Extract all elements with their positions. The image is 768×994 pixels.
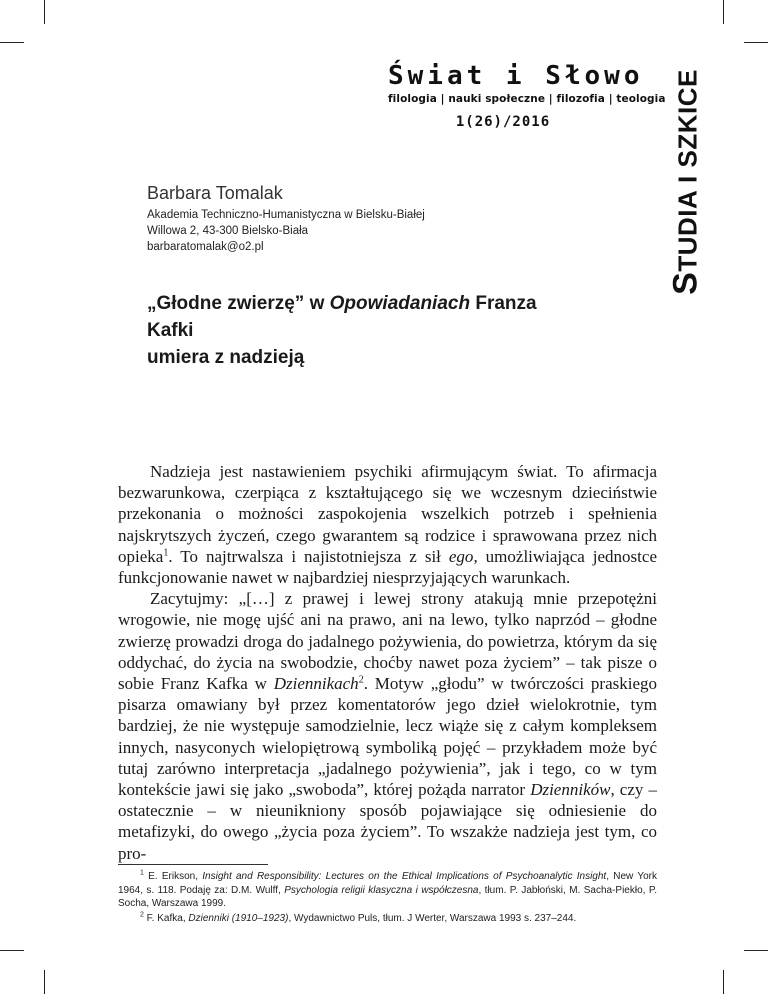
p2-text-b: . Motyw „głodu” w twórczości praskiego pisarza omawiany był przez komentatorów jego dzieł wielokrotnie, tym bardziej, że nie występuje samodzielnie, lecz wiąże się z całym kompleksem innych, nasyconych wielopiętrową symboliką pojęć – przykładem może być tutaj zarówno interpretacja „jadalnego pożywienia”, jak i tego, co w tym kontekście jawi się jako „swoboda”, której pożąda narrator	[118, 674, 657, 800]
journal-issue: 1(26)/2016	[455, 114, 551, 130]
footnote-2	[118, 912, 657, 926]
crop-mark-top-right-v	[723, 0, 724, 24]
p2-dzienniki: Dziennikach	[273, 674, 359, 694]
p2-text-a: Zacytujmy: „[…] z prawej i lewej strony atakują mnie przepotężni wrogowie, nie mogę ujść ani na prawo, ani na lewo, tylko naprzód – głodne zwierzę prowadzi droga do jadalnego pożywienia, do powietrza, którym da się oddychać, do życia na swobodzie, choćby nawet poza życiem” – tak pisze o sobie Franz Kafka w	[118, 589, 657, 694]
paragraph-2	[118, 588, 657, 864]
section-label-initial: S	[666, 271, 705, 295]
fn1-text-c: , tłum. P. Jabłoński, M. Sacha-Piekło, P. Socha, Warszawa 1999.	[118, 884, 657, 909]
section-label	[666, 62, 706, 302]
p1-text-c: , umożliwiająca jednostce funkcjonowanie nawet w najbardziej niesprzyjających warunkach.	[118, 546, 657, 588]
p1-text-b: . To najtrwalsza i najistotniejsza z sił	[168, 546, 449, 566]
fn1-title: Insight and Responsibility: Lectures on the Ethical Implications of Psychoanalytic Insight	[202, 871, 607, 882]
p2-text-c: , czy – ostatecznie – w nieunikniony sposób pojawiające się odniesienie do metafizyki, do owego „życia poza życiem”. To wszakże nadzieja jest tym, co pro-	[118, 780, 657, 863]
footnotes	[118, 870, 657, 926]
author-email[interactable]: barbaratomalak@o2.pl	[147, 241, 264, 253]
article-title-line2: umiera z nadzieją	[147, 347, 305, 368]
fn2-text-b: , Wydawnictwo Puls, tłum. J Werter, Warszawa 1993 s. 237–244.	[288, 912, 577, 924]
crop-mark-bottom-left-v	[44, 970, 45, 994]
p2-dziennikow: Dzienników	[530, 780, 611, 800]
crop-mark-bottom-left-h	[0, 950, 24, 951]
footnote-2-number: 2	[140, 911, 144, 919]
section-label-rest: TUDIA I SZKICE	[672, 69, 703, 272]
fn2-text-a: F. Kafka,	[143, 912, 189, 924]
journal-title: Świat i Słowo	[388, 61, 644, 91]
fn1-text-b: , New York 1964, s. 118. Podaję za: D.M. Wulff,	[118, 871, 657, 896]
footnote-ref-2[interactable]: 2	[358, 674, 364, 686]
fn1-title2: Psychologia religii klasyczna i współczesna	[284, 884, 479, 896]
article-title-part1: „Głodne zwierzę” w	[147, 293, 330, 314]
footnote-1	[118, 870, 657, 911]
article-title-italic: Opowiadaniach	[329, 293, 471, 314]
journal-masthead	[388, 61, 666, 130]
author-affiliation: Akademia Techniczno-Humanistyczna w Bielsku-Białej	[147, 209, 425, 221]
footnote-ref-1[interactable]: 1	[163, 547, 169, 559]
crop-mark-bottom-right-v	[723, 970, 724, 994]
article-body	[118, 461, 657, 864]
paragraph-1	[118, 461, 657, 588]
fn1-text-a: E. Erikson,	[143, 871, 203, 882]
crop-mark-top-left-v	[44, 0, 45, 24]
p1-text-a: Nadzieja jest nastawieniem psychiki afirmującym świat. To afirmacja bezwarunkowa, czerpiąca z kształtującego się we wczesnym dzieciństwie przekonania o możności zaspokojenia wszelkich potrzeb i spełnienia najskrytszych życzeń, czego gwarantem są rodzice i sprawowana przez nich opieka	[118, 462, 657, 566]
journal-subtitle: filologia | nauki społeczne | filozofia | teologia	[388, 93, 666, 105]
author-address: Willowa 2, 43-300 Bielsko-Biała	[147, 225, 309, 237]
fn2-title: Dzienniki (1910–1923)	[188, 912, 289, 924]
article-title-part2: Franza Kafki	[147, 293, 537, 341]
article-title	[147, 290, 587, 371]
author-name: Barbara Tomalak	[147, 183, 283, 203]
author-affiliation-block	[147, 207, 425, 255]
footnote-1-number: 1	[140, 869, 144, 877]
p1-ego: ego	[448, 546, 474, 566]
crop-mark-top-left-h	[0, 42, 24, 43]
crop-mark-top-right-h	[744, 42, 768, 43]
crop-mark-bottom-right-h	[744, 950, 768, 951]
footnote-rule	[118, 864, 268, 865]
